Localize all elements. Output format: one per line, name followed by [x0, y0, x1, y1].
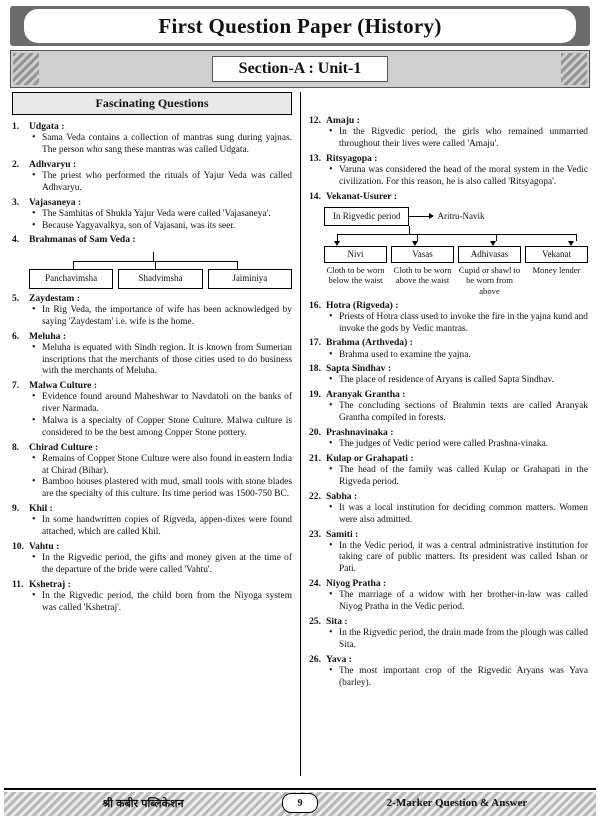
- list-item: [309, 529, 588, 577]
- flow-stem: [153, 252, 154, 261]
- item-bullet: • The marriage of a widow with her brother-in-law was called Niyog Pratha in the Vedic period.: [339, 590, 588, 614]
- page-title: First Question Paper (History): [158, 13, 442, 38]
- item-bullet: • It was a local institution for deciding common matters. Women were also admitted.: [339, 503, 588, 527]
- flow-captions: [324, 265, 588, 295]
- flow-root-box: In Rigvedic period: [324, 207, 409, 226]
- item-term: Chirad Culture :: [29, 441, 99, 453]
- list-item: [309, 578, 588, 614]
- list-item: [309, 300, 588, 336]
- title-band: [10, 6, 590, 46]
- item-bullet: • Because Yagyavalkya, son of Vajasani, was its seer.: [42, 221, 292, 233]
- item-bullet: • Malwa is a specialty of Copper Stone Culture. Malwa culture is considered to be the best among Copper Stone pottery.: [42, 416, 292, 440]
- section-band: [10, 50, 590, 88]
- item-term: Vajasaneya :: [29, 196, 82, 208]
- brahmanas-flow-chart: [29, 252, 292, 288]
- item-bullet: • Evidence found around Maheshwar to Navdatoli on the banks of river Narmada.: [42, 392, 292, 416]
- item-bullet: • In the Rigvedic period, the child born from the Niyoga system was called 'Kshetraj'.: [42, 591, 292, 615]
- item-term: Samiti :: [326, 528, 359, 540]
- list-item: [12, 234, 292, 246]
- item-term: Sita :: [326, 615, 348, 627]
- content-columns: [10, 92, 590, 776]
- item-number: 1.: [12, 121, 20, 133]
- item-number: 19.: [309, 389, 321, 401]
- item-number: 3.: [12, 196, 20, 208]
- left-column: [10, 92, 300, 776]
- item-bullet: • In the Rigvedic period, the drain made from the plough was called Sita.: [339, 628, 588, 652]
- list-item: [309, 654, 588, 690]
- item-number: 8.: [12, 441, 20, 453]
- list-item: [12, 380, 292, 439]
- section-title: Section-A : Unit-1: [212, 56, 389, 82]
- flow-caption: Cloth to be worn below the waist: [326, 265, 385, 286]
- item-bullet: • The most important crop of the Rigvedic Aryans was Yava (barley).: [339, 666, 588, 690]
- item-term: Malwa Culture :: [29, 380, 98, 392]
- item-number: 25.: [309, 615, 321, 627]
- list-item: [12, 331, 292, 379]
- item-bullet: • In the Vedic period, it was a central administrative institution for taking care of public matters. Its president was called Ishan or Pati.: [339, 541, 588, 577]
- list-item: [309, 491, 588, 527]
- item-bullet: • The priest who performed the rituals of Yajur Veda was called Adhvaryu.: [42, 171, 292, 195]
- item-term: Hotra (Rigveda) :: [326, 299, 399, 311]
- list-item: [309, 363, 588, 387]
- item-number: 24.: [309, 578, 321, 590]
- item-bullet: • Varuna was considered the head of the moral system in the Vedic civilization. For this reason, he is also called 'Ritsyagopa'.: [339, 165, 588, 189]
- item-bullet: • In the Rigvedic period, the gifts and money given at the time of the departure of the bride were called 'Vahtu'.: [42, 553, 292, 577]
- item-bullet: • Priests of Hotra class used to invoke the fire in the yajna kund and invoke the gods by Vedic mantras.: [339, 312, 588, 336]
- item-bullet: • The Samhitas of Shukla Yajur Veda were called 'Vajasaneya'.: [42, 209, 292, 221]
- item-bullet: • The judges of Vedic period were called Prashna-vinaka.: [339, 439, 588, 451]
- item-bullet: • Brahma used to examine the yajna.: [339, 350, 588, 362]
- flow-box: Shadvimsha: [118, 269, 202, 288]
- item-bullet: • Meluha is equated with Sindh region. It is known from Sumerian inscriptions that the merchants of those cities used to do business with the merchants of Meluha.: [42, 343, 292, 379]
- item-number: 11.: [12, 578, 24, 590]
- item-number: 2.: [12, 158, 20, 170]
- flow-caption: Cupid or shawl to be worn from above: [458, 265, 521, 296]
- item-term: Brahmanas of Sam Veda :: [29, 234, 136, 246]
- list-item: [12, 541, 292, 577]
- item-number: 5.: [12, 292, 20, 304]
- item-number: 6.: [12, 330, 20, 342]
- item-term: Niyog Pratha :: [326, 578, 387, 590]
- item-term: Adhvaryu :: [29, 158, 77, 170]
- item-bullet: • The concluding sections of Brahmin texts are called Aranyak Grantha compiled in forests.: [339, 401, 588, 425]
- title-plate: [24, 9, 576, 43]
- flow-root-right-label: Aritru-Navik: [437, 210, 485, 221]
- item-term: Brahma (Arthveda) :: [326, 337, 413, 349]
- item-number: 23.: [309, 528, 321, 540]
- list-item: [309, 427, 588, 451]
- item-term: Yava :: [326, 653, 352, 665]
- item-bullet: • Bamboo houses plastered with mud, small tools with stone blades are the specialty of this culture. Its time period was 1500-750 BC.: [42, 477, 292, 501]
- list-item: [309, 337, 588, 361]
- item-term: Kulap or Grahapati :: [326, 452, 414, 464]
- column-top-spacer: [309, 92, 588, 113]
- item-number: 26.: [309, 653, 321, 665]
- item-number: 20.: [309, 427, 321, 439]
- flow-arrow-icon: [409, 213, 434, 219]
- item-term: Ritsyagopa :: [326, 152, 378, 164]
- flow-box: Vekanat: [525, 246, 588, 263]
- item-term: Vekanat-Usurer :: [326, 190, 397, 202]
- item-term: Kshetraj :: [29, 578, 71, 590]
- item-number: 21.: [309, 452, 321, 464]
- list-item: [12, 121, 292, 157]
- item-bullet: • The place of residence of Aryans is called Sapta Sindhav.: [339, 375, 588, 387]
- item-term: Aranyak Grantha :: [326, 389, 406, 401]
- item-number: 13.: [309, 152, 321, 164]
- list-item: [12, 579, 292, 615]
- item-bullet: • The head of the family was called Kulap or Grahapati in the Rigveda period.: [339, 465, 588, 489]
- list-item: [309, 453, 588, 489]
- item-number: 10.: [12, 540, 24, 552]
- item-bullet: • Sama Veda contains a collection of mantras sung during yajnas. The person who sang these mantras was called Udgata.: [42, 133, 292, 157]
- flow-boxes: [324, 246, 588, 263]
- list-item: [12, 293, 292, 329]
- item-term: Vahtu :: [29, 540, 60, 552]
- item-number: 22.: [309, 490, 321, 502]
- flow-stem: [409, 226, 410, 234]
- list-item: [309, 616, 588, 652]
- item-term: Amaju :: [326, 115, 360, 126]
- list-item: [12, 197, 292, 233]
- item-number: 14.: [309, 190, 321, 202]
- item-term: Udgata :: [29, 121, 65, 133]
- item-term: Zaydestam :: [29, 292, 80, 304]
- item-bullet: • Remains of Copper Stone Culture were also found in eastern India at Chirad (Bihar).: [42, 454, 292, 478]
- list-item: [12, 159, 292, 195]
- list-item: [12, 442, 292, 501]
- item-number: 9.: [12, 503, 20, 515]
- flow-box: Nivi: [324, 246, 387, 263]
- item-term: Sabha :: [326, 490, 358, 502]
- flow-root-row: [324, 207, 588, 226]
- list-item: [309, 153, 588, 189]
- page-footer: [4, 788, 596, 816]
- footer-section-label: 2-Marker Question & Answer: [386, 797, 528, 809]
- right-column: [300, 92, 590, 776]
- item-number: 12.: [309, 115, 321, 126]
- flow-caption: Cloth to be worn above the waist: [393, 265, 452, 286]
- flow-caption: Money lender: [532, 265, 581, 276]
- item-term: Prashnavinaka :: [326, 427, 394, 439]
- item-number: 4.: [12, 234, 20, 246]
- list-item: [309, 191, 588, 203]
- vekanat-flow-chart: [324, 207, 588, 296]
- list-item: [309, 115, 588, 151]
- item-term: Khil :: [29, 503, 53, 515]
- item-bullet: • In Rig Veda, the importance of wife has been acknowledged by saying 'Zaydestam' i.e. wife is the home.: [42, 305, 292, 329]
- flow-box: Adhivasas: [458, 246, 521, 263]
- item-term: Sapta Sindhav :: [326, 363, 392, 375]
- flow-box: Vasas: [391, 246, 454, 263]
- flow-boxes: [29, 269, 292, 288]
- flow-box: Panchavimsha: [29, 269, 113, 288]
- list-item: [309, 389, 588, 425]
- item-number: 18.: [309, 363, 321, 375]
- fascinating-questions-heading: Fascinating Questions: [12, 92, 292, 115]
- item-number: 7.: [12, 380, 20, 392]
- item-bullet: • In the Rigvedic period, the girls who remained unmarried throughout their lives were called 'Amaju'.: [339, 127, 588, 151]
- item-number: 16.: [309, 299, 321, 311]
- list-item: [12, 503, 292, 539]
- flow-box: Jaiminiya: [208, 269, 292, 288]
- page-number: 9: [282, 793, 318, 813]
- flow-drops: [73, 262, 238, 269]
- item-bullet: • In some handwritten copies of Rigveda, appen-dixes were found attached, which are called Khil.: [42, 515, 292, 539]
- item-term: Meluha :: [29, 330, 67, 342]
- item-number: 17.: [309, 337, 321, 349]
- publisher-name: श्री कबीर पब्लिकेशन: [102, 797, 184, 810]
